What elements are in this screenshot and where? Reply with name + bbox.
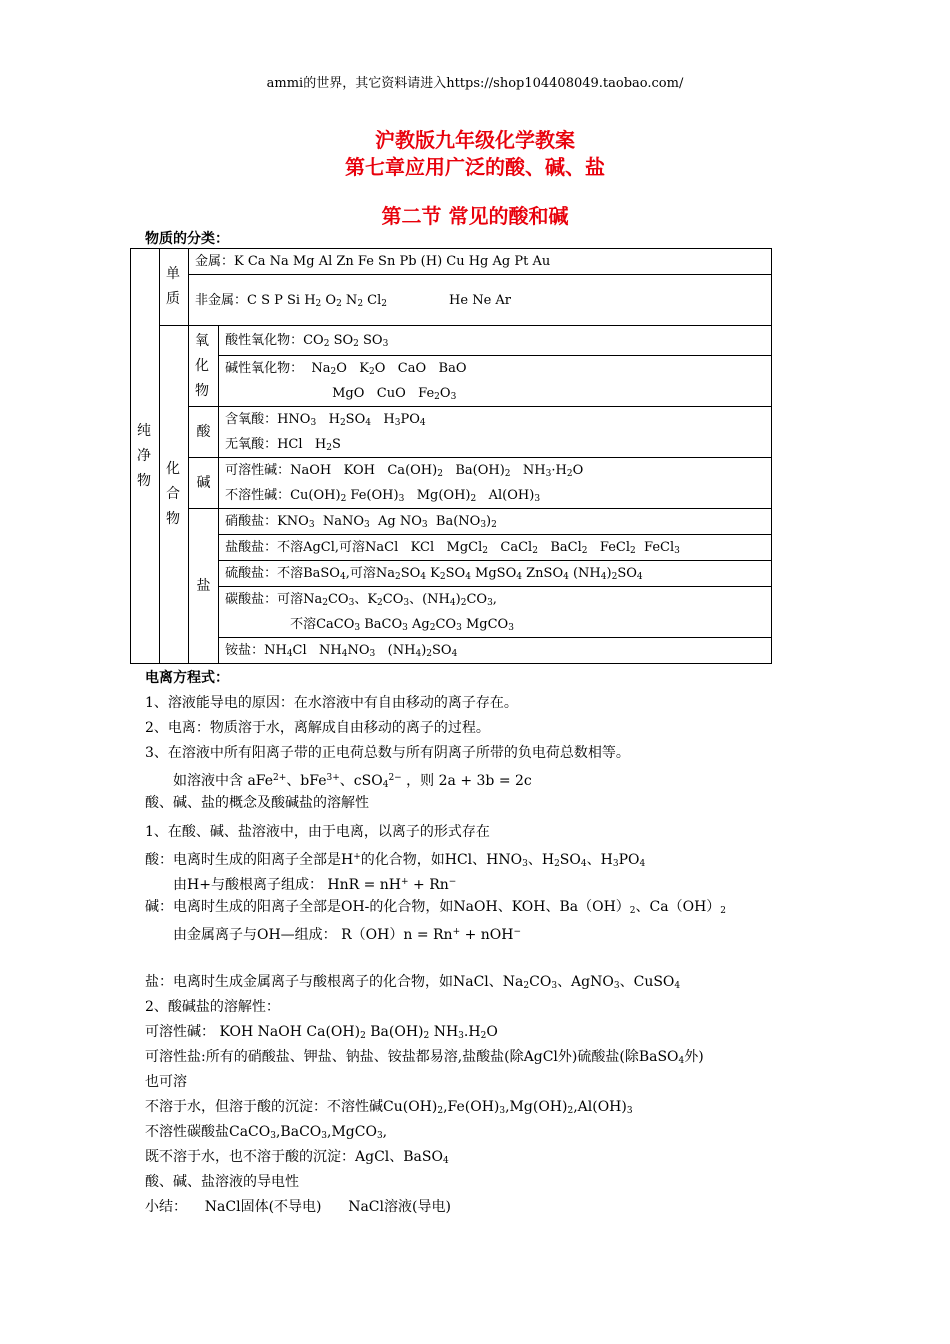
insoluble-carbonate-line: 不溶性碳酸盐CaCO$_3$,BaCO$_3$,MgCO$_3$, <box>145 1124 388 1141</box>
text-line: 2、电离：物质溶于水，离解成自由移动的离子的过程。 <box>145 720 490 736</box>
substance-classification-table <box>130 248 772 664</box>
acid-cell: 酸 <box>189 407 219 458</box>
compound-cell: 化合物 <box>160 326 189 664</box>
text-line: 3、在溶液中所有阳离子带的正电荷总数与所有阴离子所带的负电荷总数相等。 <box>145 745 630 761</box>
text-line: 1、溶液能导电的原因：在水溶液中有自由移动的离子存在。 <box>145 695 518 711</box>
basic-oxide-row: 碱性氧化物： $Na_2O$ $K_2O$ CaO BaO MgO CuO $Fe_2O_3$ <box>219 356 772 407</box>
text-line: 2、酸碱盐的溶解性： <box>145 999 280 1015</box>
base-cell: 碱 <box>189 458 219 509</box>
charge-example: 如溶液中含 aFe$^{2+}$、bFe$^{3+}$、cSO$_4^{2-}$ ，则 2a + 3b = 2c <box>173 773 532 790</box>
insoluble-precipitate-line: 既不溶于水，也不溶于酸的沉淀：AgCl、BaSO$_4$ <box>145 1149 449 1166</box>
salt-cell: 盐 <box>189 509 219 664</box>
oxide-cell: 氧化物 <box>189 326 219 407</box>
ammonium-row: 铵盐：$NH_4Cl$ $NH_4NO_3$ $(NH_4)_2SO_4$ <box>219 638 772 664</box>
ionization-heading: 电离方程式： <box>145 670 229 686</box>
summary-line: 小结： NaCl固体(不导电) NaCl溶液(导电) <box>145 1199 451 1215</box>
chloride-row: 盐酸盐：不溶AgCl,可溶NaCl KCl MgCl$_2$ CaCl$_2$ BaCl$_2$ FeCl$_2$ FeCl$_3$ <box>219 535 772 561</box>
acid-row: 含氧酸：$HNO_3$ $H_2SO_4$ $H_3PO_4$ 无氧酸：HCl $H_2S$ <box>219 407 772 458</box>
carbonate-row: 碳酸盐：可溶$Na_2CO_3$、$K_2CO_3$、$(NH_4)_2CO_3$, 不溶CaCO$_3$ BaCO$_3$ $Ag_2CO_3$ MgCO$_3$ <box>219 587 772 638</box>
chapter-title: 第七章应用广泛的酸、碱、盐 <box>345 155 605 179</box>
acid-formula: 由H+与酸根离子组成： HnR = nH+ + Rn− <box>173 877 457 893</box>
metal-row: 金属：K Ca Na Mg Al Zn Fe Sn Pb (H) Cu Hg Ag Pt Au <box>189 249 772 275</box>
sulfate-row: 硫酸盐：不溶BaSO$_4$,可溶$Na_2SO_4$ $K_2SO_4$ MgSO$_4$ ZnSO$_4$ $(NH_4)_2SO_4$ <box>219 561 772 587</box>
document-title: 沪教版九年级化学教案 <box>375 128 575 152</box>
pure-substance-cell: 纯净物 <box>131 249 160 664</box>
nitrate-row: 硝酸盐：$KNO_3$ NaNO$_3$ Ag $NO_3$ $Ba(NO_3)_2$ <box>219 509 772 535</box>
salt-definition: 盐：电离时生成金属离子与酸根离子的化合物，如NaCl、$Na_2CO_3$、AgNO$_3$、CuSO$_4$ <box>145 974 681 991</box>
text-line: 酸、碱、盐溶液的导电性 <box>145 1174 299 1190</box>
base-formula: 由金属离子与OH—组成： R（OH）n = Rn+ + nOH− <box>173 927 522 943</box>
ionization-section <box>145 666 925 1220</box>
insoluble-base-line: 不溶于水，但溶于酸的沉淀：不溶性碱$Cu(OH)_2,Fe(OH)_3,Mg(OH)_2,Al(OH)_3$ <box>145 1099 633 1116</box>
base-definition: 碱：电离时生成的阳离子全部是OH-的化合物，如NaOH、KOH、$Ba(OH)_2$、$Ca(OH)_2$ <box>145 899 727 916</box>
text-line: 1、在酸、碱、盐溶液中，由于电离，以离子的形式存在 <box>145 824 490 840</box>
page-header: ammi的世界，其它资料请进入https://shop104408049.taobao.com/ <box>266 76 684 91</box>
acidic-oxide-row: 酸性氧化物：$CO_2$ $SO_2$ $SO_3$ <box>219 326 772 356</box>
classification-heading: 物质的分类： <box>145 231 229 247</box>
text-line: 也可溶 <box>145 1074 187 1090</box>
text-line: 酸、碱、盐的概念及酸碱盐的溶解性 <box>145 795 369 811</box>
acid-definition: 酸：电离时生成的阳离子全部是H+的化合物，如HCl、$HNO_3$、$H_2SO_4$、$H_3PO_4$ <box>145 852 646 869</box>
soluble-salt-line: 可溶性盐:所有的硝酸盐、钾盐、钠盐、铵盐都易溶,盐酸盐(除AgCl外)硫酸盐(除BaSO$_4$外) <box>145 1049 704 1066</box>
soluble-base-line: 可溶性碱： KOH NaOH $Ca(OH)_2$ $Ba(OH)_2$ $NH_3.H_2O$ <box>145 1024 498 1041</box>
element-cell: 单质 <box>160 249 189 326</box>
nonmetal-row: 非金属：C S P Si $H_2$ $O_2$ $N_2$ $Cl_2$ He Ne Ar <box>189 275 772 326</box>
section-title: 第二节 常见的酸和碱 <box>381 204 569 228</box>
base-row: 可溶性碱：NaOH KOH $Ca(OH)_2$ $Ba(OH)_2$ $NH_3\cdot H_2O$ 不溶性碱：$Cu(OH)_2$ $Fe(OH)_3$ $Mg(OH)_2$ $Al(OH)_3$ <box>219 458 772 509</box>
